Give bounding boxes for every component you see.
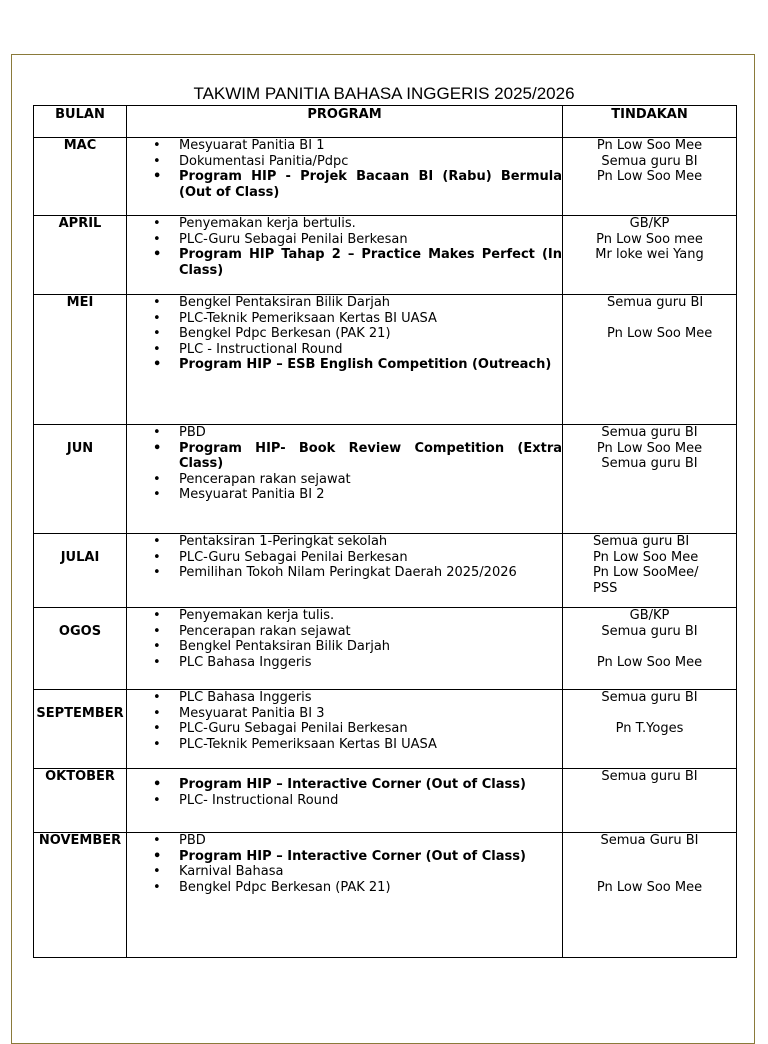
bullet-icon: •	[153, 310, 161, 326]
tindakan-line: Semua guru BI	[601, 623, 698, 639]
bullet-icon: •	[153, 440, 162, 456]
tindakan-line	[607, 311, 736, 327]
bullet-icon: •	[153, 357, 162, 372]
table-row	[34, 425, 737, 534]
tindakan-line: Pn Low Soo Mee	[593, 549, 699, 565]
tindakan-cell	[563, 534, 737, 608]
bullet-icon: •	[153, 425, 161, 440]
tindakan-line: Mr loke wei Yang	[595, 247, 704, 262]
program-list	[127, 777, 562, 808]
program-text: PLC-Teknik Pemeriksaan Kertas BI UASA	[179, 736, 437, 752]
bulan-cell: SEPTEMBER	[34, 690, 127, 769]
program-text: Pencerapan rakan sejawat	[179, 623, 351, 639]
tindakan-line: GB/KP	[629, 216, 670, 231]
bullet-icon: •	[153, 654, 161, 670]
program-text: PLC-Guru Sebagai Penilai Berkesan	[179, 231, 408, 247]
program-list	[127, 138, 562, 200]
program-item	[127, 216, 562, 232]
program-item	[127, 169, 562, 200]
tindakan-line	[563, 639, 736, 655]
bullet-icon: •	[153, 138, 161, 153]
program-text: Program HIP - Projek Bacaan BI (Rabu) Bermula (Out of Class)	[179, 169, 562, 200]
program-text: Pemilihan Tokoh Nilam Peringkat Daerah 2025/2026	[179, 565, 517, 580]
program-text: PLC Bahasa Inggeris	[179, 654, 312, 670]
program-list	[127, 295, 562, 373]
program-cell	[127, 138, 563, 216]
program-item	[127, 721, 562, 737]
bullet-icon: •	[153, 341, 161, 357]
tindakan-cell	[563, 216, 737, 295]
tindakan-cell	[563, 295, 737, 425]
tindakan-cell	[563, 769, 737, 833]
tindakan-line: Semua guru BI	[607, 295, 704, 310]
table-row	[34, 769, 737, 833]
tindakan-line: Semua guru BI	[601, 153, 698, 169]
program-text: PLC-Guru Sebagai Penilai Berkesan	[179, 549, 408, 565]
bullet-icon: •	[153, 549, 161, 565]
bullet-icon: •	[153, 833, 161, 848]
program-list	[127, 216, 562, 278]
tindakan-line	[563, 706, 736, 722]
program-text: Bengkel Pentaksiran Bilik Darjah	[179, 639, 391, 654]
tindakan-line: Semua guru BI	[601, 690, 698, 705]
program-item	[127, 326, 562, 342]
bulan-cell: MEI	[34, 295, 127, 425]
program-text: Mesyuarat Panitia BI 3	[179, 705, 325, 721]
tindakan-line: Pn T.Yoges	[615, 721, 684, 736]
bullet-icon: •	[153, 705, 161, 721]
tindakan-line: Pn Low Soo Mee	[596, 440, 703, 456]
program-text: Bengkel Pdpc Berkesan (PAK 21)	[179, 326, 391, 341]
bulan-cell: NOVEMBER	[34, 833, 127, 958]
tindakan-line: Pn Low Soo Mee	[596, 138, 703, 153]
program-item	[127, 534, 562, 550]
program-list	[127, 534, 562, 581]
program-item	[127, 655, 562, 671]
program-item	[127, 608, 562, 624]
program-text: PBD	[179, 425, 206, 440]
program-text: PBD	[179, 833, 206, 848]
header-bulan: BULAN	[34, 106, 127, 138]
program-text: Penyemakan kerja tulis.	[179, 608, 335, 623]
program-item	[127, 472, 562, 488]
bullet-icon: •	[153, 623, 161, 639]
tindakan-line: Semua Guru BI	[600, 833, 699, 848]
table-row	[34, 216, 737, 295]
table-row	[34, 690, 737, 769]
program-item	[127, 849, 562, 865]
program-list	[127, 425, 562, 503]
bullet-icon: •	[153, 608, 161, 623]
tindakan-line	[563, 864, 736, 880]
program-text: Bengkel Pdpc Berkesan (PAK 21)	[179, 879, 391, 895]
bullet-icon: •	[153, 879, 161, 895]
program-list	[127, 833, 562, 895]
bullet-icon: •	[153, 295, 161, 310]
bullet-icon: •	[153, 216, 161, 231]
program-text: PLC - Instructional Round	[179, 341, 343, 357]
program-item	[127, 232, 562, 248]
program-list	[127, 690, 562, 752]
bullet-icon: •	[153, 326, 161, 341]
bullet-icon: •	[153, 639, 161, 654]
tindakan-line: Pn Low Soo Mee	[596, 654, 703, 670]
program-text: Penyemakan kerja bertulis.	[179, 216, 356, 231]
program-cell	[127, 534, 563, 608]
program-item	[127, 624, 562, 640]
tindakan-cell	[563, 138, 737, 216]
program-text: Program HIP – Interactive Corner (Out of Class)	[179, 848, 526, 864]
program-item	[127, 706, 562, 722]
program-item	[127, 342, 562, 358]
program-text: PLC Bahasa Inggeris	[179, 690, 312, 705]
program-item	[127, 550, 562, 566]
bullet-icon: •	[153, 247, 162, 262]
program-text: Program HIP Tahap 2 – Practice Makes Perfect (In Class)	[179, 247, 562, 278]
program-item	[127, 154, 562, 170]
program-text: PLC-Guru Sebagai Penilai Berkesan	[179, 721, 408, 736]
program-list	[127, 608, 562, 670]
tindakan-line: Pn Low Soo Mee	[596, 169, 703, 184]
program-item	[127, 311, 562, 327]
program-text: Pencerapan rakan sejawat	[179, 471, 351, 487]
program-item	[127, 690, 562, 706]
program-item	[127, 833, 562, 849]
program-item	[127, 247, 562, 278]
bullet-icon: •	[153, 231, 161, 247]
tindakan-line: Semua guru BI	[601, 769, 698, 784]
tindakan-line: Semua guru BI	[593, 534, 690, 549]
program-item	[127, 441, 562, 472]
program-item	[127, 793, 562, 809]
program-cell	[127, 769, 563, 833]
header-tindakan: TINDAKAN	[563, 106, 737, 138]
program-item	[127, 864, 562, 880]
document-title: TAKWIM PANITIA BAHASA INGGERIS 2025/2026	[193, 84, 575, 103]
schedule-table	[33, 105, 737, 958]
tindakan-cell	[563, 690, 737, 769]
program-cell	[127, 833, 563, 958]
bullet-icon: •	[153, 864, 161, 879]
program-cell	[127, 690, 563, 769]
program-text: Pentaksiran 1-Peringkat sekolah	[179, 534, 388, 549]
bullet-icon: •	[153, 848, 162, 864]
tindakan-line: PSS	[593, 580, 618, 596]
program-text: Bengkel Pentaksiran Bilik Darjah	[179, 295, 391, 310]
program-text: Karnival Bahasa	[179, 864, 284, 879]
bulan-cell: APRIL	[34, 216, 127, 295]
program-cell	[127, 608, 563, 690]
program-item	[127, 138, 562, 154]
bullet-icon: •	[153, 721, 161, 736]
tindakan-cell	[563, 608, 737, 690]
bulan-cell: OKTOBER	[34, 769, 127, 833]
table-row	[34, 608, 737, 690]
bullet-icon: •	[153, 471, 161, 487]
program-cell	[127, 425, 563, 534]
program-item	[127, 357, 562, 373]
tindakan-line: Pn Low SooMee/	[593, 565, 699, 580]
program-item	[127, 425, 562, 441]
tindakan-cell	[563, 833, 737, 958]
program-text: Program HIP – Interactive Corner (Out of Class)	[179, 777, 526, 792]
table-body	[34, 138, 737, 958]
program-item	[127, 487, 562, 503]
bullet-icon: •	[153, 777, 162, 792]
program-item	[127, 639, 562, 655]
bulan-cell: JULAI	[34, 534, 127, 608]
tindakan-line: Pn Low Soo mee	[596, 231, 703, 247]
bulan-cell: MAC	[34, 138, 127, 216]
bulan-cell: OGOS	[34, 608, 127, 690]
bullet-icon: •	[153, 690, 161, 705]
program-item	[127, 737, 562, 753]
program-text: PLC- Instructional Round	[179, 792, 339, 808]
bullet-icon: •	[153, 792, 161, 808]
table-row	[34, 138, 737, 216]
bullet-icon: •	[153, 153, 161, 169]
bullet-icon: •	[153, 487, 161, 502]
bullet-icon: •	[153, 565, 161, 580]
tindakan-line: Pn Low Soo Mee	[607, 326, 713, 341]
program-text: Program HIP- Book Review Competition (Extra Class)	[179, 440, 562, 471]
bullet-icon: •	[153, 534, 161, 549]
program-text: Mesyuarat Panitia BI 2	[179, 487, 325, 502]
program-text: Mesyuarat Panitia BI 1	[179, 138, 325, 153]
program-text: Dokumentasi Panitia/Pdpc	[179, 153, 349, 169]
tindakan-line: GB/KP	[629, 608, 670, 623]
program-text: Program HIP – ESB English Competition (Outreach)	[179, 357, 552, 372]
tindakan-line: Pn Low Soo Mee	[596, 879, 703, 895]
program-text: PLC-Teknik Pemeriksaan Kertas BI UASA	[179, 310, 437, 326]
program-item	[127, 565, 562, 581]
program-item	[127, 777, 562, 793]
program-item	[127, 880, 562, 896]
table-row	[34, 833, 737, 958]
header-program: PROGRAM	[127, 106, 563, 138]
table-row	[34, 295, 737, 425]
table-header-row	[34, 106, 737, 138]
tindakan-cell	[563, 425, 737, 534]
tindakan-line	[563, 849, 736, 865]
program-item	[127, 295, 562, 311]
bulan-cell: JUN	[34, 425, 127, 534]
tindakan-line: Semua guru BI	[601, 425, 698, 440]
program-cell	[127, 216, 563, 295]
bullet-icon: •	[153, 169, 162, 184]
bullet-icon: •	[153, 736, 161, 752]
tindakan-line: Semua guru BI	[601, 456, 698, 471]
table-row	[34, 534, 737, 608]
program-cell	[127, 295, 563, 425]
